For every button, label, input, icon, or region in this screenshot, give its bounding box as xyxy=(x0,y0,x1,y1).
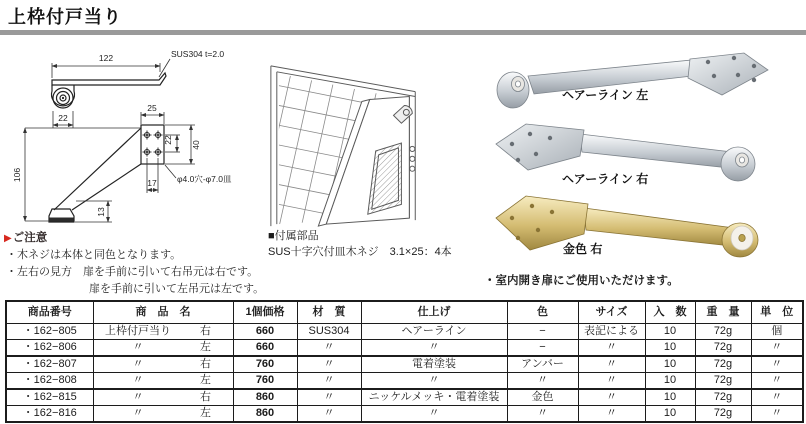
cell-size: 〃 xyxy=(578,406,645,423)
table-row xyxy=(6,406,803,423)
caution-note-2: ・左右の見方 扉を手前に引いて右吊元は右です。 xyxy=(6,266,259,278)
cell-weight: 72g xyxy=(695,356,751,373)
table-row xyxy=(6,324,803,340)
cell-weight: 72g xyxy=(695,324,751,340)
bracket-arm xyxy=(584,208,734,246)
product-table xyxy=(5,300,804,423)
cell-material: 〃 xyxy=(297,389,361,406)
table-row xyxy=(6,389,803,406)
cell-qty: 10 xyxy=(645,406,695,423)
table-header-row xyxy=(6,301,803,324)
product-photo-hairline-left xyxy=(492,50,792,114)
col-header-name: 商 品 名 xyxy=(93,301,233,324)
cell-color: 金色 xyxy=(507,389,578,406)
cell-unit: 〃 xyxy=(751,356,803,373)
cell-price: 760 xyxy=(233,356,297,373)
page-title: 上枠付戸当り xyxy=(8,7,122,27)
svg-text:17: 17 xyxy=(147,178,157,188)
caution-note-1: ・木ネジは本体と同色となります。 xyxy=(6,249,182,261)
cell-qty: 10 xyxy=(645,389,695,406)
bracket-arm xyxy=(580,134,732,168)
svg-text:106: 106 xyxy=(12,167,22,183)
cell-color: 〃 xyxy=(507,373,578,390)
cell-name xyxy=(93,406,233,423)
cell-unit: 個 xyxy=(751,324,803,340)
cell-material: 〃 xyxy=(297,406,361,423)
cell-qty: 10 xyxy=(645,373,695,390)
photo-label-gold-right: 金色 右 xyxy=(563,242,603,256)
cell-material: 〃 xyxy=(297,340,361,357)
svg-text:25: 25 xyxy=(147,103,157,113)
product-side: 左 xyxy=(200,407,211,420)
cell-name xyxy=(93,389,233,406)
dimension-25 xyxy=(141,103,164,124)
cell-material: 〃 xyxy=(297,373,361,390)
accessories-heading: ■付属部品 xyxy=(268,230,319,242)
cell-code: ・162−805 xyxy=(6,324,93,340)
cell-unit: 〃 xyxy=(751,389,803,406)
cell-size: 表記による xyxy=(578,324,645,340)
col-header-finish: 仕上げ xyxy=(361,301,507,324)
product-name: 〃 xyxy=(132,391,144,404)
svg-text:13: 13 xyxy=(96,207,106,217)
cell-finish: ヘアーライン xyxy=(361,324,507,340)
col-header-code: 商品番号 xyxy=(6,301,93,324)
cell-size: 〃 xyxy=(578,389,645,406)
cell-price: 760 xyxy=(233,373,297,390)
cell-name xyxy=(93,356,233,373)
cell-name xyxy=(93,340,233,357)
cell-unit: 〃 xyxy=(751,340,803,357)
svg-text:122: 122 xyxy=(98,53,114,63)
photo-label-hairline-left: ヘアーライン 左 xyxy=(562,88,649,102)
accessories-spec: SUS十字穴付皿木ネジ 3.1×25：4本 xyxy=(268,246,452,258)
bracket-bumper xyxy=(497,72,529,108)
product-name: 〃 xyxy=(132,374,144,387)
col-header-weight: 重 量 xyxy=(695,301,751,324)
cell-color: アンバー xyxy=(507,356,578,373)
cell-qty: 10 xyxy=(645,324,695,340)
col-header-material: 材 質 xyxy=(297,301,361,324)
product-side: 右 xyxy=(200,391,211,404)
title-underline-bar xyxy=(0,30,806,35)
cell-weight: 72g xyxy=(695,340,751,357)
cell-color: − xyxy=(507,324,578,340)
col-header-qty: 入 数 xyxy=(645,301,695,324)
cell-size: 〃 xyxy=(578,373,645,390)
cell-code: ・162−807 xyxy=(6,356,93,373)
cell-weight: 72g xyxy=(695,389,751,406)
cell-finish: 〃 xyxy=(361,373,507,390)
cell-finish: 〃 xyxy=(361,340,507,357)
col-header-unit: 単 位 xyxy=(751,301,803,324)
svg-text:φ4.0穴-φ7.0皿: φ4.0穴-φ7.0皿 xyxy=(177,174,232,184)
photo-label-hairline-right: ヘアーライン 右 xyxy=(562,172,649,186)
product-name: 〃 xyxy=(132,358,144,371)
svg-text:22: 22 xyxy=(163,135,173,145)
cell-finish: 〃 xyxy=(361,406,507,423)
product-name: 〃 xyxy=(132,407,144,420)
dimension-22-offset xyxy=(53,111,73,128)
product-side: 右 xyxy=(200,325,211,338)
caution-note-3: 扉を手前に引いて左吊元は左です。 xyxy=(89,283,265,295)
bracket-plate xyxy=(688,53,768,95)
cell-size: 〃 xyxy=(578,340,645,357)
cell-qty: 10 xyxy=(645,356,695,373)
cell-finish: 電着塗装 xyxy=(361,356,507,373)
hinge-knuckles xyxy=(410,146,415,171)
product-name: 上枠付戸当り xyxy=(105,325,171,338)
cell-unit: 〃 xyxy=(751,406,803,423)
product-photo-gold-right xyxy=(492,188,792,260)
svg-text:SUS304 t=2.0: SUS304 t=2.0 xyxy=(171,49,225,59)
cell-price: 860 xyxy=(233,406,297,423)
drawing-screw-holes xyxy=(143,131,163,157)
cell-qty: 10 xyxy=(645,340,695,357)
technical-drawing xyxy=(8,41,258,235)
product-side: 左 xyxy=(200,341,211,354)
product-side: 左 xyxy=(200,374,211,387)
cell-finish: ニッケルメッキ・電着塗装 xyxy=(361,389,507,406)
door-illustration xyxy=(264,56,434,234)
cell-weight: 72g xyxy=(695,373,751,390)
cell-weight: 72g xyxy=(695,406,751,423)
hole-size-callout xyxy=(165,165,232,184)
cell-code: ・162−806 xyxy=(6,340,93,357)
material-callout xyxy=(159,49,224,77)
col-header-price: 1個価格 xyxy=(233,301,297,324)
table-row xyxy=(6,356,803,373)
col-header-size: サイズ xyxy=(578,301,645,324)
cell-color: 〃 xyxy=(507,406,578,423)
caution-triangle-icon: ▶ xyxy=(4,233,12,244)
cell-code: ・162−816 xyxy=(6,406,93,423)
cell-name xyxy=(93,373,233,390)
cell-code: ・162−815 xyxy=(6,389,93,406)
product-side: 右 xyxy=(200,358,211,371)
bracket-plate xyxy=(496,124,584,170)
cell-code: ・162−808 xyxy=(6,373,93,390)
cell-material: 〃 xyxy=(297,356,361,373)
cell-name xyxy=(93,324,233,340)
table-row xyxy=(6,373,803,390)
svg-text:22: 22 xyxy=(58,113,68,123)
product-name: 〃 xyxy=(132,341,144,354)
cell-size: 〃 xyxy=(578,356,645,373)
svg-text:40: 40 xyxy=(191,140,201,150)
cell-price: 660 xyxy=(233,340,297,357)
dimension-22-holes xyxy=(163,135,180,152)
cell-price: 660 xyxy=(233,324,297,340)
cell-color: − xyxy=(507,340,578,357)
table-row xyxy=(6,340,803,357)
col-header-color: 色 xyxy=(507,301,578,324)
cell-unit: 〃 xyxy=(751,373,803,390)
dimension-122 xyxy=(52,53,160,78)
caution-heading: ▶ご注意 xyxy=(4,232,48,244)
cell-price: 860 xyxy=(233,389,297,406)
usage-note: ・室内開き扉にご使用いただけます。 xyxy=(484,275,679,287)
dimension-17 xyxy=(147,158,158,193)
cell-material: SUS304 xyxy=(297,324,361,340)
